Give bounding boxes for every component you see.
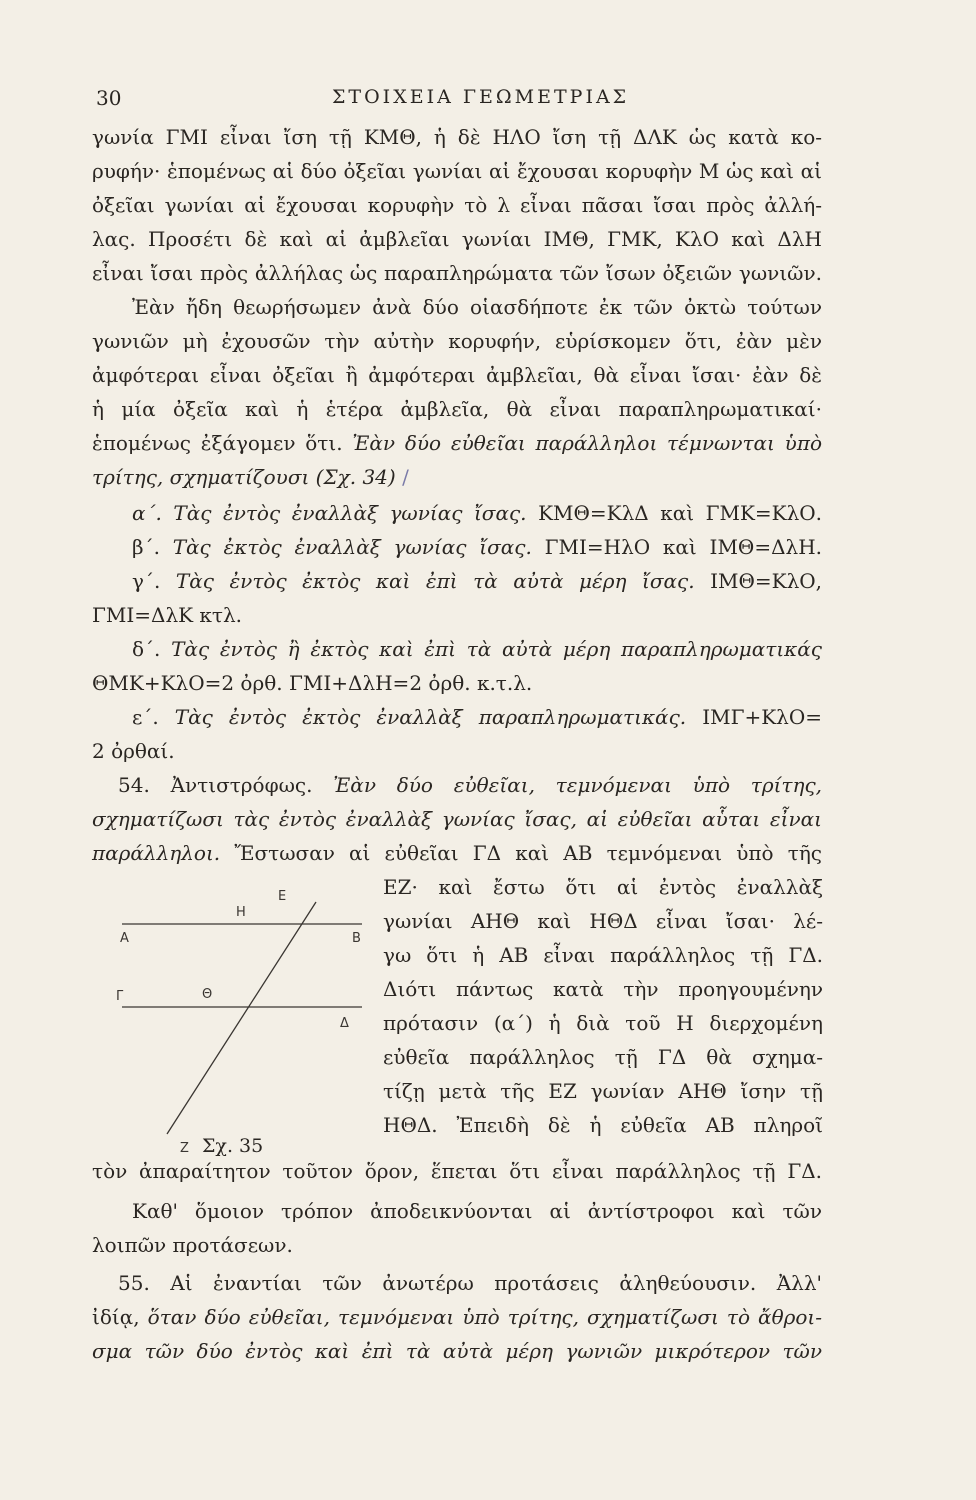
page-number: 30 xyxy=(96,86,122,110)
transversal-ez xyxy=(167,902,316,1134)
item-b-statement: Τὰς ἐκτὸς ἐναλλὰξ γωνίας ἴσας. xyxy=(172,535,532,559)
body-line-9: ἡ μία ὀξεῖα καὶ ἡ ἑτέρα ἀμβλεῖα, θὰ εἶναι παραπληρωματικαί· xyxy=(92,397,822,421)
item-a xyxy=(132,501,822,525)
item-e xyxy=(132,705,822,729)
item-c xyxy=(132,569,822,593)
item-c-cont: ΓΜΙ=ΔλΚ κτλ. xyxy=(92,603,243,627)
section-54-line-2: σχηματίζωσι τὰς ἐντὸς ἐναλλὰξ γωνίας ἴσας, αἱ εὐθεῖαι αὗται εἶναι xyxy=(92,807,822,831)
proof-line-2: γωνίαι ΑΗΘ καὶ ΗΘΔ εἶναι ἴσαι· λέ- xyxy=(383,909,823,933)
label-gamma: Γ xyxy=(116,989,124,1004)
label-delta: Δ xyxy=(340,1016,349,1031)
body-line-1: γωνία ΓΜΙ εἶναι ἴση τῇ ΚΜΘ, ἡ δὲ ΗΛΟ ἴση τῇ ΔΛΚ ὡς κατὰ κο- xyxy=(92,125,822,149)
item-b-equations: ΓΜΙ=ΗλΟ καὶ ΙΜΘ=ΔλΗ. xyxy=(544,535,822,559)
section-55-text: Αἱ ἐναντίαι τῶν ἀνωτέρω προτάσεις ἀληθεύουσιν. Ἀλλ' xyxy=(170,1271,823,1295)
item-d xyxy=(132,637,822,661)
theorem-statement: Ἐὰν δύο εὐθεῖαι παράλληλοι τέμνωνται ὑπὸ xyxy=(352,431,823,455)
label-b: Β xyxy=(352,931,361,946)
item-d-statement: Τὰς ἐντὸς ἢ ἐκτὸς καὶ ἐπὶ τὰ αὐτὰ μέρη παραπληρωματικάς xyxy=(171,637,823,661)
item-e-equations: ΙΜΓ+ΚλΟ= xyxy=(702,705,822,729)
body-line-2: ρυφήν· ἑπομένως αἱ δύο ὀξεῖαι γωνίαι αἱ ἔχουσαι κορυφὴν Μ ὡς καὶ αἱ xyxy=(92,159,822,183)
figure-35 xyxy=(112,872,372,1162)
label-a: Α xyxy=(120,931,129,946)
after-fig-line-3: λοιπῶν προτάσεων. xyxy=(92,1233,293,1257)
label-z: Ζ xyxy=(180,1141,189,1156)
item-e-statement: Τὰς ἐντὸς ἐκτὸς ἐναλλὰξ παραπληρωματικάς. xyxy=(174,705,687,729)
section-55-line-2 xyxy=(92,1305,822,1329)
after-fig-line-1: τὸν ἀπαραίτητον τοῦτον ὅρον, ἕπεται ὅτι εἶναι παράλληλος τῇ ΓΔ. xyxy=(92,1159,822,1183)
proof-line-1: ΕΖ· καὶ ἔστω ὅτι αἱ ἐντὸς ἐναλλὰξ xyxy=(383,875,823,899)
item-e-label: ε΄. xyxy=(132,705,159,729)
body-line-7: γωνιῶν μὴ ἐχουσῶν τὴν αὐτὴν κορυφήν, εὑρίσκομεν ὅτι, ἐὰν μὲν xyxy=(92,329,822,353)
pencil-mark: / xyxy=(402,465,409,489)
section-54-statement-end: παράλληλοι. xyxy=(92,841,221,865)
running-title: ΣΤΟΙΧΕΙΑ ΓΕΩΜΕΤΡΙΑΣ xyxy=(332,86,630,108)
section-54-line-1 xyxy=(118,773,822,797)
item-c-equations: ΙΜΘ=ΚλΟ, xyxy=(710,569,823,593)
section-55-statement: ὅταν δύο εὐθεῖαι, τεμνόμεναι ὑπὸ τρίτης, σχηματίζωσι τὸ ἄθροι- xyxy=(147,1305,823,1329)
figure-caption: Σχ. 35 xyxy=(202,1135,264,1157)
item-d-cont: ΘΜΚ+ΚλΟ=2 ὀρθ. ΓΜΙ+ΔλΗ=2 ὀρθ. κ.τ.λ. xyxy=(92,671,533,695)
body-line-3: ὀξεῖαι γωνίαι αἱ ἔχουσαι κορυφὴν τὸ λ εἶναι πᾶσαι ἴσαι πρὸς ἀλλή- xyxy=(92,193,822,217)
proof-line-6: εὐθεῖα παράλληλος τῇ ΓΔ θὰ σχημα- xyxy=(383,1045,823,1069)
label-theta: Θ xyxy=(202,987,213,1002)
after-fig-line-2: Καθ' ὅμοιον τρόπον ἀποδεικνύονται αἱ ἀντίστροφοι καὶ τῶν xyxy=(132,1199,822,1223)
body-line-8: ἀμφότεραι εἶναι ὀξεῖαι ἢ ἀμφότεραι ἀμβλεῖαι, θὰ εἶναι ἴσαι· ἐὰν δὲ xyxy=(92,363,822,387)
body-line-4: λας. Προσέτι δὲ καὶ αἱ ἀμβλεῖαι γωνίαι ΙΜΘ, ΓΜΚ, ΚλΟ καὶ ΔλΗ xyxy=(92,227,822,251)
item-d-label: δ΄. xyxy=(132,637,161,661)
section-55-line-1 xyxy=(118,1271,822,1295)
proof-line-5: πρότασιν (α΄) ἡ διὰ τοῦ Η διερχομένη xyxy=(383,1011,823,1035)
item-a-equations: ΚΜΘ=ΚλΔ καὶ ΓΜΚ=ΚλΟ. xyxy=(538,501,823,525)
item-a-label: α΄. xyxy=(132,501,162,525)
item-b xyxy=(132,535,822,559)
proof-line-4: Διότι πάντως κατὰ τὴν προηγουμένην xyxy=(383,977,823,1001)
item-a-statement: Τὰς ἐντὸς ἐναλλὰξ γωνίας ἴσας. xyxy=(173,501,527,525)
proof-line-8: ΗΘΔ. Ἐπειδὴ δὲ ἡ εὐθεῖα ΑΒ πληροῖ xyxy=(383,1113,823,1137)
label-e: Ε xyxy=(278,889,287,904)
label-h: Η xyxy=(236,905,246,920)
section-55-number: 55. xyxy=(118,1271,150,1295)
body-line-11 xyxy=(92,465,822,489)
figure-35-diagram xyxy=(112,872,372,1162)
proof-line-7: τίζῃ μετὰ τῆς ΕΖ γωνίαν ΑΗΘ ἴσην τῇ xyxy=(383,1079,823,1103)
section-54-line-3 xyxy=(92,841,822,865)
item-b-label: β΄. xyxy=(132,535,160,559)
section-54-number: 54. xyxy=(118,773,150,797)
body-line-6: Ἐὰν ἤδη θεωρήσωμεν ἀνὰ δύο οἱασδήποτε ἐκ τῶν ὀκτὼ τούτων xyxy=(132,295,822,319)
section-54-statement: Ἐὰν δύο εὐθεῖαι, τεμνόμεναι ὑπὸ τρίτης, xyxy=(333,773,823,797)
item-c-label: γ΄. xyxy=(132,569,161,593)
section-54-lead: Ἀντιστρόφως. xyxy=(170,773,313,797)
item-e-cont: 2 ὀρθαί. xyxy=(92,739,175,763)
item-c-statement: Τὰς ἐντὸς ἐκτὸς καὶ ἐπὶ τὰ αὐτὰ μέρη ἴσας. xyxy=(175,569,695,593)
section-55-line-3: σμα τῶν δύο ἐντὸς καὶ ἐπὶ τὰ αὐτὰ μέρη γωνιῶν μικρότερον τῶν xyxy=(92,1339,822,1363)
body-line-10-text: ἑπομένως ἐξάγομεν ὅτι. xyxy=(92,431,343,455)
theorem-statement-cont: τρίτης, σχηματίζουσι (Σχ. 34) xyxy=(92,465,396,489)
body-line-5: εἶναι ἴσαι πρὸς ἀλλήλας ὡς παραπληρώματα τῶν ἴσων ὀξειῶν γωνιῶν. xyxy=(92,261,822,285)
proof-line-3: γω ὅτι ἡ ΑΒ εἶναι παράλληλος τῇ ΓΔ. xyxy=(383,943,823,967)
section-55-lead: ἰδίᾳ, xyxy=(92,1305,140,1329)
body-line-10 xyxy=(92,431,822,455)
section-54-proof-start: Ἔστωσαν αἱ εὐθεῖαι ΓΔ καὶ ΑΒ τεμνόμεναι ὑπὸ τῆς xyxy=(234,841,823,865)
